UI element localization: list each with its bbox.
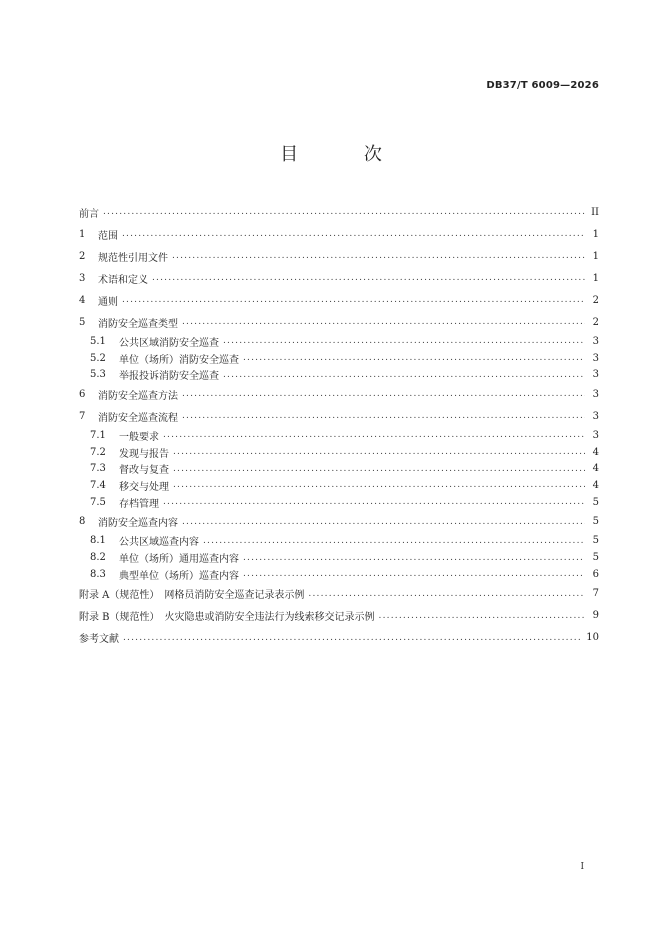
toc-entry-title: 存档管理 (119, 498, 159, 510)
toc-entry-page: 4 (592, 479, 599, 491)
toc-entry[interactable] (79, 267, 599, 289)
toc-leader-dots (172, 251, 585, 261)
toc-entry[interactable] (79, 350, 599, 367)
toc-entry-number: 8.2 (90, 552, 106, 564)
toc-entry-title: 举报投诉消防安全巡查 (119, 371, 219, 383)
toc-entry-number: 5.1 (90, 335, 106, 347)
toc-entry-title: 前言 (79, 208, 99, 220)
toc-entry[interactable] (79, 477, 599, 494)
toc-leader-dots (182, 317, 585, 327)
toc-entry-number: 8.1 (90, 535, 106, 547)
toc-leader-dots (163, 430, 585, 440)
toc-entry-title: 规范性引用文件 (98, 252, 168, 264)
toc-entry[interactable] (79, 223, 599, 245)
toc-leader-dots (103, 207, 585, 217)
toc-entry-page: 1 (592, 228, 599, 240)
toc-entry-number: 5.3 (90, 369, 106, 381)
toc-entry[interactable] (79, 583, 599, 605)
toc-entry-title: 通则 (98, 296, 118, 308)
toc-entry-number: 7.2 (90, 446, 106, 458)
toc-entry-page: 10 (586, 632, 599, 644)
toc-entry[interactable] (79, 333, 599, 350)
toc-entry-number: 5.2 (90, 352, 106, 364)
toc-entry[interactable] (79, 289, 599, 311)
toc-entry-title: 附录 B（规范性） 火灾隐患或消防安全违法行为线索移交记录示例 (79, 612, 375, 624)
toc-entry-number: 3 (79, 272, 86, 284)
toc-entry[interactable] (79, 366, 599, 383)
toc-entry[interactable] (79, 245, 599, 267)
toc-entry-title: 一般要求 (119, 431, 159, 443)
toc-leader-dots (173, 464, 585, 474)
toc-leader-dots (308, 589, 585, 599)
toc-entry-title: 参考文献 (79, 634, 119, 646)
toc-entry-number: 7.3 (90, 463, 106, 475)
toc-entry-number: 5 (79, 316, 86, 328)
toc-entry-page: 9 (592, 610, 599, 622)
page-title: 目 次 (280, 144, 412, 165)
toc-leader-dots (122, 229, 585, 239)
toc-entry-page: 3 (592, 335, 599, 347)
toc-entry-number: 7 (79, 410, 86, 422)
document-code: DB37/T 6009—2026 (486, 80, 599, 91)
toc-entry[interactable] (79, 533, 599, 550)
toc-entry-number: 8 (79, 516, 86, 527)
toc-entry-title: 发现与报告 (119, 448, 169, 460)
toc-entry[interactable] (79, 460, 599, 477)
toc-entry[interactable] (79, 494, 599, 511)
toc-entry-number: 7.5 (90, 496, 106, 508)
toc-leader-dots (182, 411, 585, 421)
toc-entry[interactable] (79, 427, 599, 444)
toc-entry-page: 3 (592, 410, 599, 422)
toc-entry-title: 消防安全巡查流程 (98, 412, 178, 424)
toc-entry[interactable] (79, 405, 599, 427)
toc-entry-title: 消防安全巡查类型 (98, 318, 178, 330)
toc-entry[interactable] (79, 605, 599, 627)
toc-entry[interactable] (79, 383, 599, 405)
toc-entry-title: 典型单位（场所）巡查内容 (119, 570, 239, 582)
toc-entry-number: 8.3 (90, 568, 106, 580)
toc-leader-dots (152, 273, 585, 283)
toc-leader-dots (182, 517, 585, 527)
toc-entry-title: 单位（场所）消防安全巡查 (119, 354, 239, 366)
toc-entry-page: 5 (592, 535, 599, 547)
toc-entry[interactable] (79, 549, 599, 566)
toc-entry-page: 3 (592, 429, 599, 441)
toc-entry-page: 4 (592, 463, 599, 475)
toc-entry-page: 2 (592, 294, 599, 306)
toc-entry[interactable] (79, 566, 599, 583)
toc-entry-number: 7.1 (90, 429, 106, 441)
toc-entry[interactable] (79, 201, 599, 223)
toc-entry-page: 6 (592, 568, 599, 580)
toc-entry-title: 督改与复查 (119, 465, 169, 477)
toc-leader-dots (223, 370, 585, 380)
toc-entry-page: 2 (592, 316, 599, 328)
toc-leader-dots (173, 447, 585, 457)
table-of-contents (79, 201, 599, 649)
toc-leader-dots (223, 336, 585, 346)
toc-entry-page: 1 (592, 250, 599, 262)
toc-entry-title: 公共区域消防安全巡查 (119, 337, 219, 349)
toc-entry-title: 消防安全巡查方法 (98, 390, 178, 402)
toc-entry[interactable] (79, 511, 599, 533)
toc-leader-dots (379, 611, 585, 621)
toc-leader-dots (122, 295, 585, 305)
toc-entry-page: II (591, 206, 599, 218)
toc-entry-number: 2 (79, 250, 86, 262)
toc-leader-dots (243, 353, 585, 363)
toc-entry-number: 6 (79, 388, 86, 400)
page-number: I (580, 862, 584, 872)
toc-entry-page: 7 (592, 588, 599, 600)
toc-leader-dots (123, 633, 582, 643)
toc-entry-title: 术语和定义 (98, 274, 148, 286)
toc-entry-title: 附录 A（规范性） 网格员消防安全巡查记录表示例 (79, 590, 305, 602)
toc-entry[interactable] (79, 627, 599, 649)
toc-entry-title: 移交与处理 (119, 481, 169, 493)
toc-entry-page: 5 (592, 516, 599, 527)
toc-leader-dots (243, 569, 585, 579)
toc-entry-title: 范围 (98, 230, 118, 242)
toc-entry-title: 单位（场所）通用巡查内容 (119, 554, 239, 566)
toc-entry-number: 1 (79, 228, 86, 240)
toc-entry-page: 1 (592, 272, 599, 284)
toc-leader-dots (173, 480, 585, 490)
toc-leader-dots (203, 536, 585, 546)
toc-entry-page: 3 (592, 388, 599, 400)
toc-entry-number: 4 (79, 294, 86, 306)
toc-leader-dots (163, 497, 585, 507)
toc-entry[interactable] (79, 311, 599, 333)
toc-entry-page: 5 (592, 496, 599, 508)
toc-entry-number: 7.4 (90, 479, 106, 491)
toc-entry-page: 3 (592, 369, 599, 381)
toc-entry-page: 3 (592, 352, 599, 364)
toc-entry-title: 公共区域巡查内容 (119, 537, 199, 549)
toc-entry-page: 5 (592, 552, 599, 564)
toc-entry-page: 4 (592, 446, 599, 458)
toc-leader-dots (182, 389, 585, 399)
toc-entry[interactable] (79, 444, 599, 461)
toc-leader-dots (243, 553, 585, 563)
toc-entry-title: 消防安全巡查内容 (98, 518, 178, 529)
